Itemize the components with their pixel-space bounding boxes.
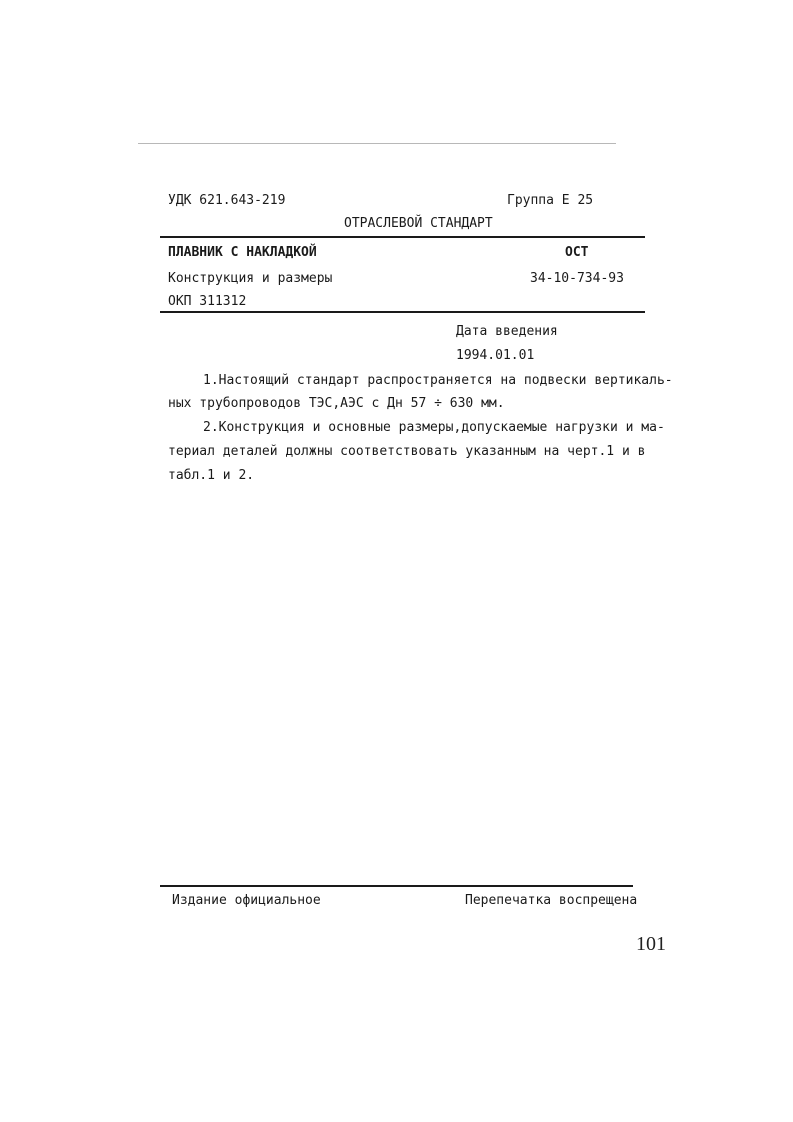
paragraph-2-line-1: 2.Конструкция и основные размеры,допускаемые нагрузки и ма- (203, 420, 665, 435)
udk-code: УДК 621.643-219 (168, 193, 286, 208)
intro-date-value: 1994.01.01 (456, 348, 535, 363)
group-code: Группа Е 25 (507, 193, 594, 208)
title-bottom-rule (160, 311, 645, 313)
paragraph-2-line-3: табл.1 и 2. (168, 468, 255, 483)
page-number: 101 (636, 933, 666, 955)
ost-number: 34-10-734-93 (530, 271, 624, 286)
footer-rule (160, 885, 633, 887)
footer-reprint-prohibited: Перепечатка воспрещена (465, 893, 638, 908)
document-subtitle: Конструкция и размеры (168, 271, 333, 286)
standard-type: ОТРАСЛЕВОЙ СТАНДАРТ (344, 216, 493, 231)
paragraph-1-line-1: 1.Настоящий стандарт распространяется на подвески вертикаль- (203, 373, 673, 388)
document-title: ПЛАВНИК С НАКЛАДКОЙ (168, 245, 317, 260)
intro-date-label: Дата введения (456, 324, 558, 339)
top-scan-line (138, 143, 616, 144)
paragraph-1-line-2: ных трубопроводов ТЭС,АЭС с Дн 57 ÷ 630 мм. (168, 396, 505, 411)
title-top-rule (160, 236, 645, 238)
footer-official-edition: Издание официальное (172, 893, 321, 908)
paragraph-2-line-2: териал деталей должны соответствовать указанным на черт.1 и в (168, 444, 646, 459)
ost-label: ОСТ (565, 245, 589, 260)
okp-code: ОКП 311312 (168, 294, 247, 309)
